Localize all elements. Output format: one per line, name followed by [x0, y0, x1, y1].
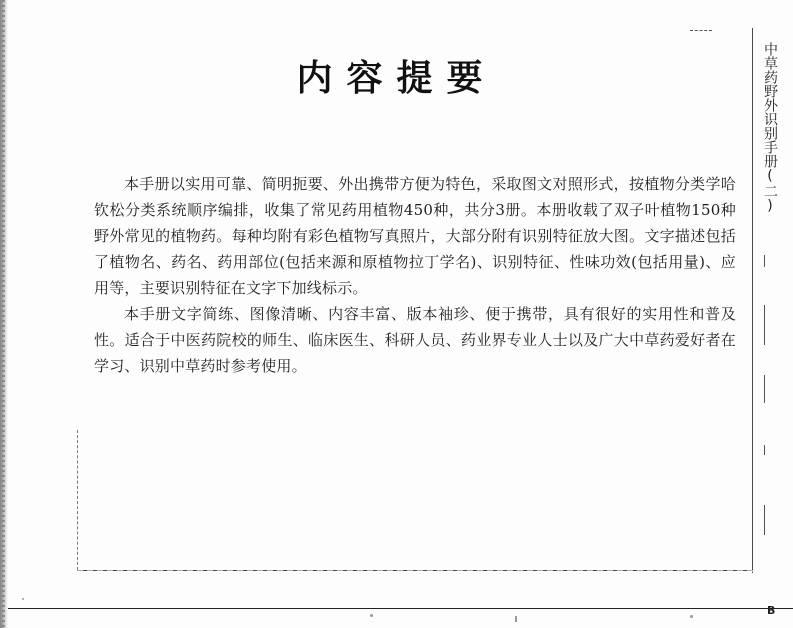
side-tick — [764, 505, 765, 535]
summary-body — [94, 171, 736, 379]
page-base-line — [8, 608, 793, 609]
side-tick — [764, 255, 765, 267]
page-title: 内容提要 — [296, 58, 497, 99]
page-corner-mark: B — [767, 604, 776, 617]
scan-speck — [515, 616, 517, 622]
scan-speck — [22, 598, 24, 600]
scan-speck — [690, 615, 693, 618]
scan-speck — [370, 614, 373, 617]
top-dash-mark — [690, 30, 712, 31]
side-book-title: 中草药野外识别手册(二) — [762, 42, 778, 214]
side-tick — [764, 305, 765, 345]
summary-paragraph-1: 本手册以实用可靠、简明扼要、外出携带方便为特色，采取图文对照形式，按植物分类学哈钦松分类系统顺序编排，收集了常见药用植物450种，共分3册。本册收载了双子叶植物150种野外常见的植物药。每种均附有彩色植物写真照片，大部分附有识别特征放大图。文字描述包括了植物名、药名、药用部位(包括来源和原植物拉丁学名)、识别特征、性味功效(包括用量)、应用等，主要识别特征在文字下加线标示。 — [94, 175, 736, 297]
frame-right-line — [752, 28, 753, 573]
summary-paragraph-2: 本手册文字简练、图像清晰、内容丰富、版本袖珍、便于携带，具有很好的实用性和普及性。适合于中医药院校的师生、临床医生、科研人员、药业界专业人士以及广大中草药爱好者在学习、识别中草药时参考使用。 — [94, 305, 736, 375]
side-tick — [764, 375, 765, 403]
side-tick — [764, 445, 765, 455]
frame-bottom-dash-overlay — [77, 570, 753, 572]
frame-left-line — [77, 430, 78, 570]
